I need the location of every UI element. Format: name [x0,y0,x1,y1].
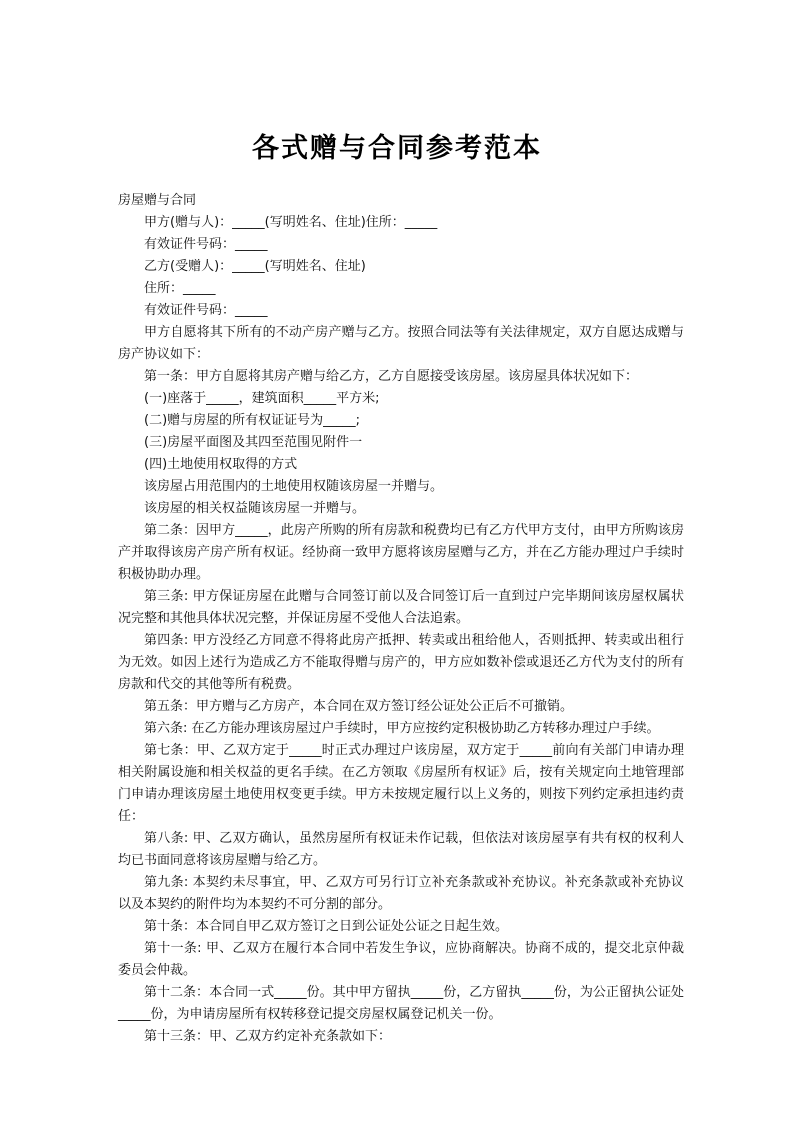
clause-13: 第十三条：甲、乙双方约定补充条款如下： [144,1029,392,1044]
clause-10: 第十条：本合同自甲乙双方签订之日到公证处公证之日起生效。 [144,919,509,934]
clause-1-item-3: (三)房屋平面图及其四至范围见附件一 [144,435,363,450]
clause-7: 第七条：甲、乙双方定于_____时正式办理过户该房屋，双方定于_____前向有关部门申请办理相关附属设施和相关权益的更名手续。在乙方领取《房屋所有权证》后，按有关规定向土地管理部门申请办理该房屋土地使用权变更手续。甲方未按规定履行以上义务的，则按下列约定承担违约责任： [118,743,684,824]
clause-1-item-4: (四)土地使用权取得的方式 [144,457,298,472]
clause-1-note-2: 该房屋的相关权益随该房屋一并赠与。 [144,501,366,516]
clause-3: 第三条: 甲方保证房屋在此赠与合同签订前以及合同签订后一直到过户完毕期间该房屋权属状况完整和其他具体状况完整，并保证房屋不受他人合法追索。 [118,589,684,626]
clause-4: 第四条: 甲方没经乙方同意不得将此房产抵押、转卖或出租给他人，否则抵押、转卖或出租行为无效。如因上述行为造成乙方不能取得赠与房产的，甲方应如数补偿或退还乙方代为支付的所有房款和代交的其他等所有税费。 [118,633,684,692]
clause-12: 第十二条：本合同一式_____份。其中甲方留执_____份，乙方留执_____份，为公正留执公证处_____份，为申请房屋所有权转移登记提交房屋权属登记机关一份。 [118,985,684,1022]
clause-1: 第一条：甲方自愿将其房产赠与给乙方，乙方自愿接受该房屋。该房屋具体状况如下： [144,369,639,384]
clause-8: 第八条: 甲、乙双方确认，虽然房屋所有权证未作记载，但依法对该房屋享有共有权的权利人均已书面同意将该房屋赠与给乙方。 [118,831,684,868]
document-body [118,190,684,1048]
clause-11: 第十一条: 甲、乙双方在履行本合同中若发生争议，应协商解决。协商不成的，提交北京仲裁委员会仲裁。 [118,941,684,978]
document-title: 各式赠与合同参考范本 [252,133,542,164]
clause-2: 第二条：因甲方_____，此房产所购的所有房款和税费均已有乙方代甲方支付，由甲方所购该房产并取得该房产房产所有权证。经协商一致甲方愿将该房屋赠与乙方，并在乙方能办理过户手续时积极协助办理。 [118,523,684,582]
party-a-line: 甲方(赠与人)：_____(写明姓名、住址)住所：_____ [144,215,438,230]
clause-1-item-1: (一)座落于_____，建筑面积_____平方米; [144,391,380,406]
clause-5: 第五条：甲方赠与乙方房产，本合同在双方签订经公证处公正后不可撤销。 [144,699,574,714]
party-b-line: 乙方(受赠人)：_____(写明姓名、住址) [144,259,366,274]
party-b-id-line: 有效证件号码：_____ [144,303,268,318]
clause-6: 第六条: 在乙方能办理该房屋过户手续时，甲方应按约定积极协助乙方转移办理过户手续。 [144,721,660,736]
preamble-paragraph: 甲方自愿将其下所有的不动产房产赠与乙方。按照合同法等有关法律规定，双方自愿达成赠与房产协议如下： [118,325,684,362]
clause-1-note-1: 该房屋占用范围内的土地使用权随该房屋一并赠与。 [144,479,444,494]
section-heading: 房屋赠与合同 [118,193,197,208]
clause-9: 第九条: 本契约未尽事宜，甲、乙双方可另行订立补充条款或补充协议。补充条款或补充协议以及本契约的附件均为本契约不可分割的部分。 [118,875,684,912]
party-a-id-line: 有效证件号码：_____ [144,237,268,252]
party-b-address-line: 住所：_____ [144,281,216,296]
clause-1-item-2: (二)赠与房屋的所有权证证号为_____; [144,413,361,428]
